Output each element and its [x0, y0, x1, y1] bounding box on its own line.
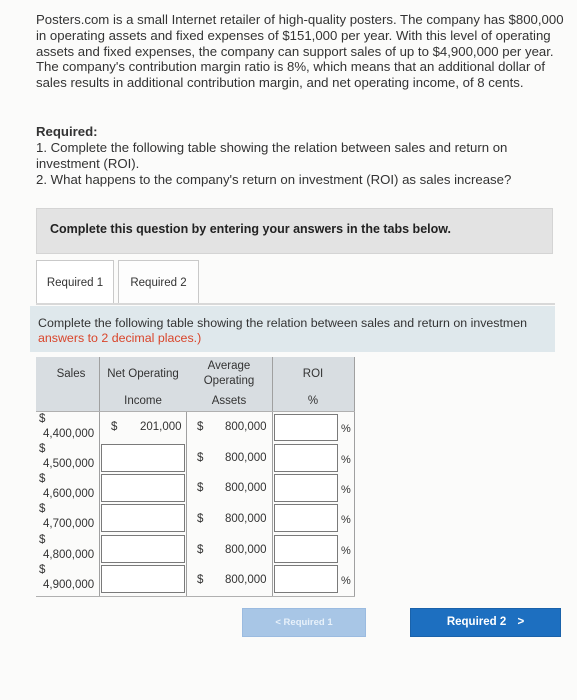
assets-currency: $	[197, 452, 204, 464]
header-assets-top: Average	[207, 360, 251, 372]
header-roi: ROI	[302, 368, 324, 380]
column-divider	[354, 357, 355, 597]
problem-paragraph: Posters.com is a small Internet retailer of high-quality posters. The company has $800,000 in operating assets and fixed expenses of $151,000 per year. With this level of operating assets and fixed expenses, the company can support sales of up to $4,900,000 per year. The company's contribution margin ratio is 8%, which means that an additional dollar of sales results in additional contribution margin, and net operating income, of 8 cents.	[36, 12, 564, 91]
chevron-right-icon: >	[517, 616, 525, 628]
assets-currency: $	[197, 482, 204, 494]
tab-divider	[36, 303, 555, 305]
sales-currency: $	[39, 413, 46, 425]
percent-sign: %	[341, 575, 351, 587]
percent-sign: %	[341, 484, 351, 496]
assets-value: 800,000	[225, 513, 267, 525]
row-divider	[36, 411, 355, 412]
next-button-label: Required 2	[446, 616, 507, 628]
column-divider	[99, 357, 100, 597]
noi-input[interactable]	[101, 474, 185, 502]
roi-input[interactable]	[274, 414, 338, 441]
previous-required-1-button[interactable]	[242, 608, 366, 637]
assets-value: 800,000	[225, 544, 267, 556]
sales-currency: $	[39, 534, 46, 546]
assets-currency: $	[197, 421, 204, 433]
noi-input[interactable]	[101, 535, 185, 563]
column-divider	[272, 357, 273, 597]
required-list	[36, 140, 566, 187]
percent-sign: %	[341, 454, 351, 466]
header-assets-bottom: Assets	[211, 395, 247, 407]
sales-currency: $	[39, 443, 46, 455]
header-noi-bottom: Income	[124, 395, 162, 407]
assets-value: 800,000	[225, 421, 267, 433]
percent-sign: %	[341, 545, 351, 557]
roi-input[interactable]	[274, 444, 338, 472]
assets-value: 800,000	[225, 574, 267, 586]
sales-value: 4,800,000	[43, 549, 95, 561]
sales-value: 4,600,000	[43, 488, 95, 500]
assets-currency: $	[197, 544, 204, 556]
required-item-2: 2. What happens to the company's return on investment (ROI) as sales increase?	[36, 171, 512, 187]
question-instructions-text: Complete the following table showing the relation between sales and return on investmen	[38, 316, 528, 330]
next-required-2-button[interactable]	[410, 608, 561, 637]
sales-value: 4,400,000	[43, 428, 95, 440]
sales-value: 4,700,000	[43, 518, 95, 530]
noi-currency: $	[111, 421, 118, 433]
header-roi-unit: %	[307, 395, 319, 407]
noi-input[interactable]	[101, 444, 185, 472]
sales-value: 4,900,000	[43, 579, 95, 591]
chevron-left-icon: <	[275, 617, 281, 628]
noi-value: 201,000	[140, 421, 182, 433]
row-divider	[36, 596, 355, 597]
sales-value: 4,500,000	[43, 458, 95, 470]
required-item-1: 1. Complete the following table showing the relation between sales and return on investment (ROI).	[36, 140, 508, 171]
roi-input[interactable]	[274, 504, 338, 532]
sales-currency: $	[39, 564, 46, 576]
header-sales: Sales	[56, 368, 86, 380]
instruction-text: Complete this question by entering your answers in the tabs below.	[50, 222, 451, 236]
header-noi-top: Net Operating	[107, 368, 179, 380]
noi-input[interactable]	[101, 565, 185, 593]
column-divider	[186, 411, 187, 597]
roi-input[interactable]	[274, 565, 338, 593]
question-instructions-panel	[30, 306, 555, 352]
roi-input[interactable]	[274, 535, 338, 563]
tab-required-2[interactable]: Required 2	[118, 260, 199, 304]
header-assets-mid: Operating	[203, 375, 255, 387]
tab-required-1[interactable]: Required 1	[36, 260, 114, 304]
assets-currency: $	[197, 513, 204, 525]
previous-button-label: Required 1	[283, 617, 333, 628]
sales-currency: $	[39, 503, 46, 515]
assets-currency: $	[197, 574, 204, 586]
rounding-note: answers to 2 decimal places.)	[38, 331, 202, 345]
instruction-banner	[36, 208, 553, 254]
roi-input[interactable]	[274, 474, 338, 502]
noi-input[interactable]	[101, 504, 185, 532]
percent-sign: %	[341, 514, 351, 526]
sales-currency: $	[39, 473, 46, 485]
required-heading: Required:	[36, 124, 98, 139]
assets-value: 800,000	[225, 452, 267, 464]
assets-value: 800,000	[225, 482, 267, 494]
percent-sign: %	[341, 423, 351, 435]
